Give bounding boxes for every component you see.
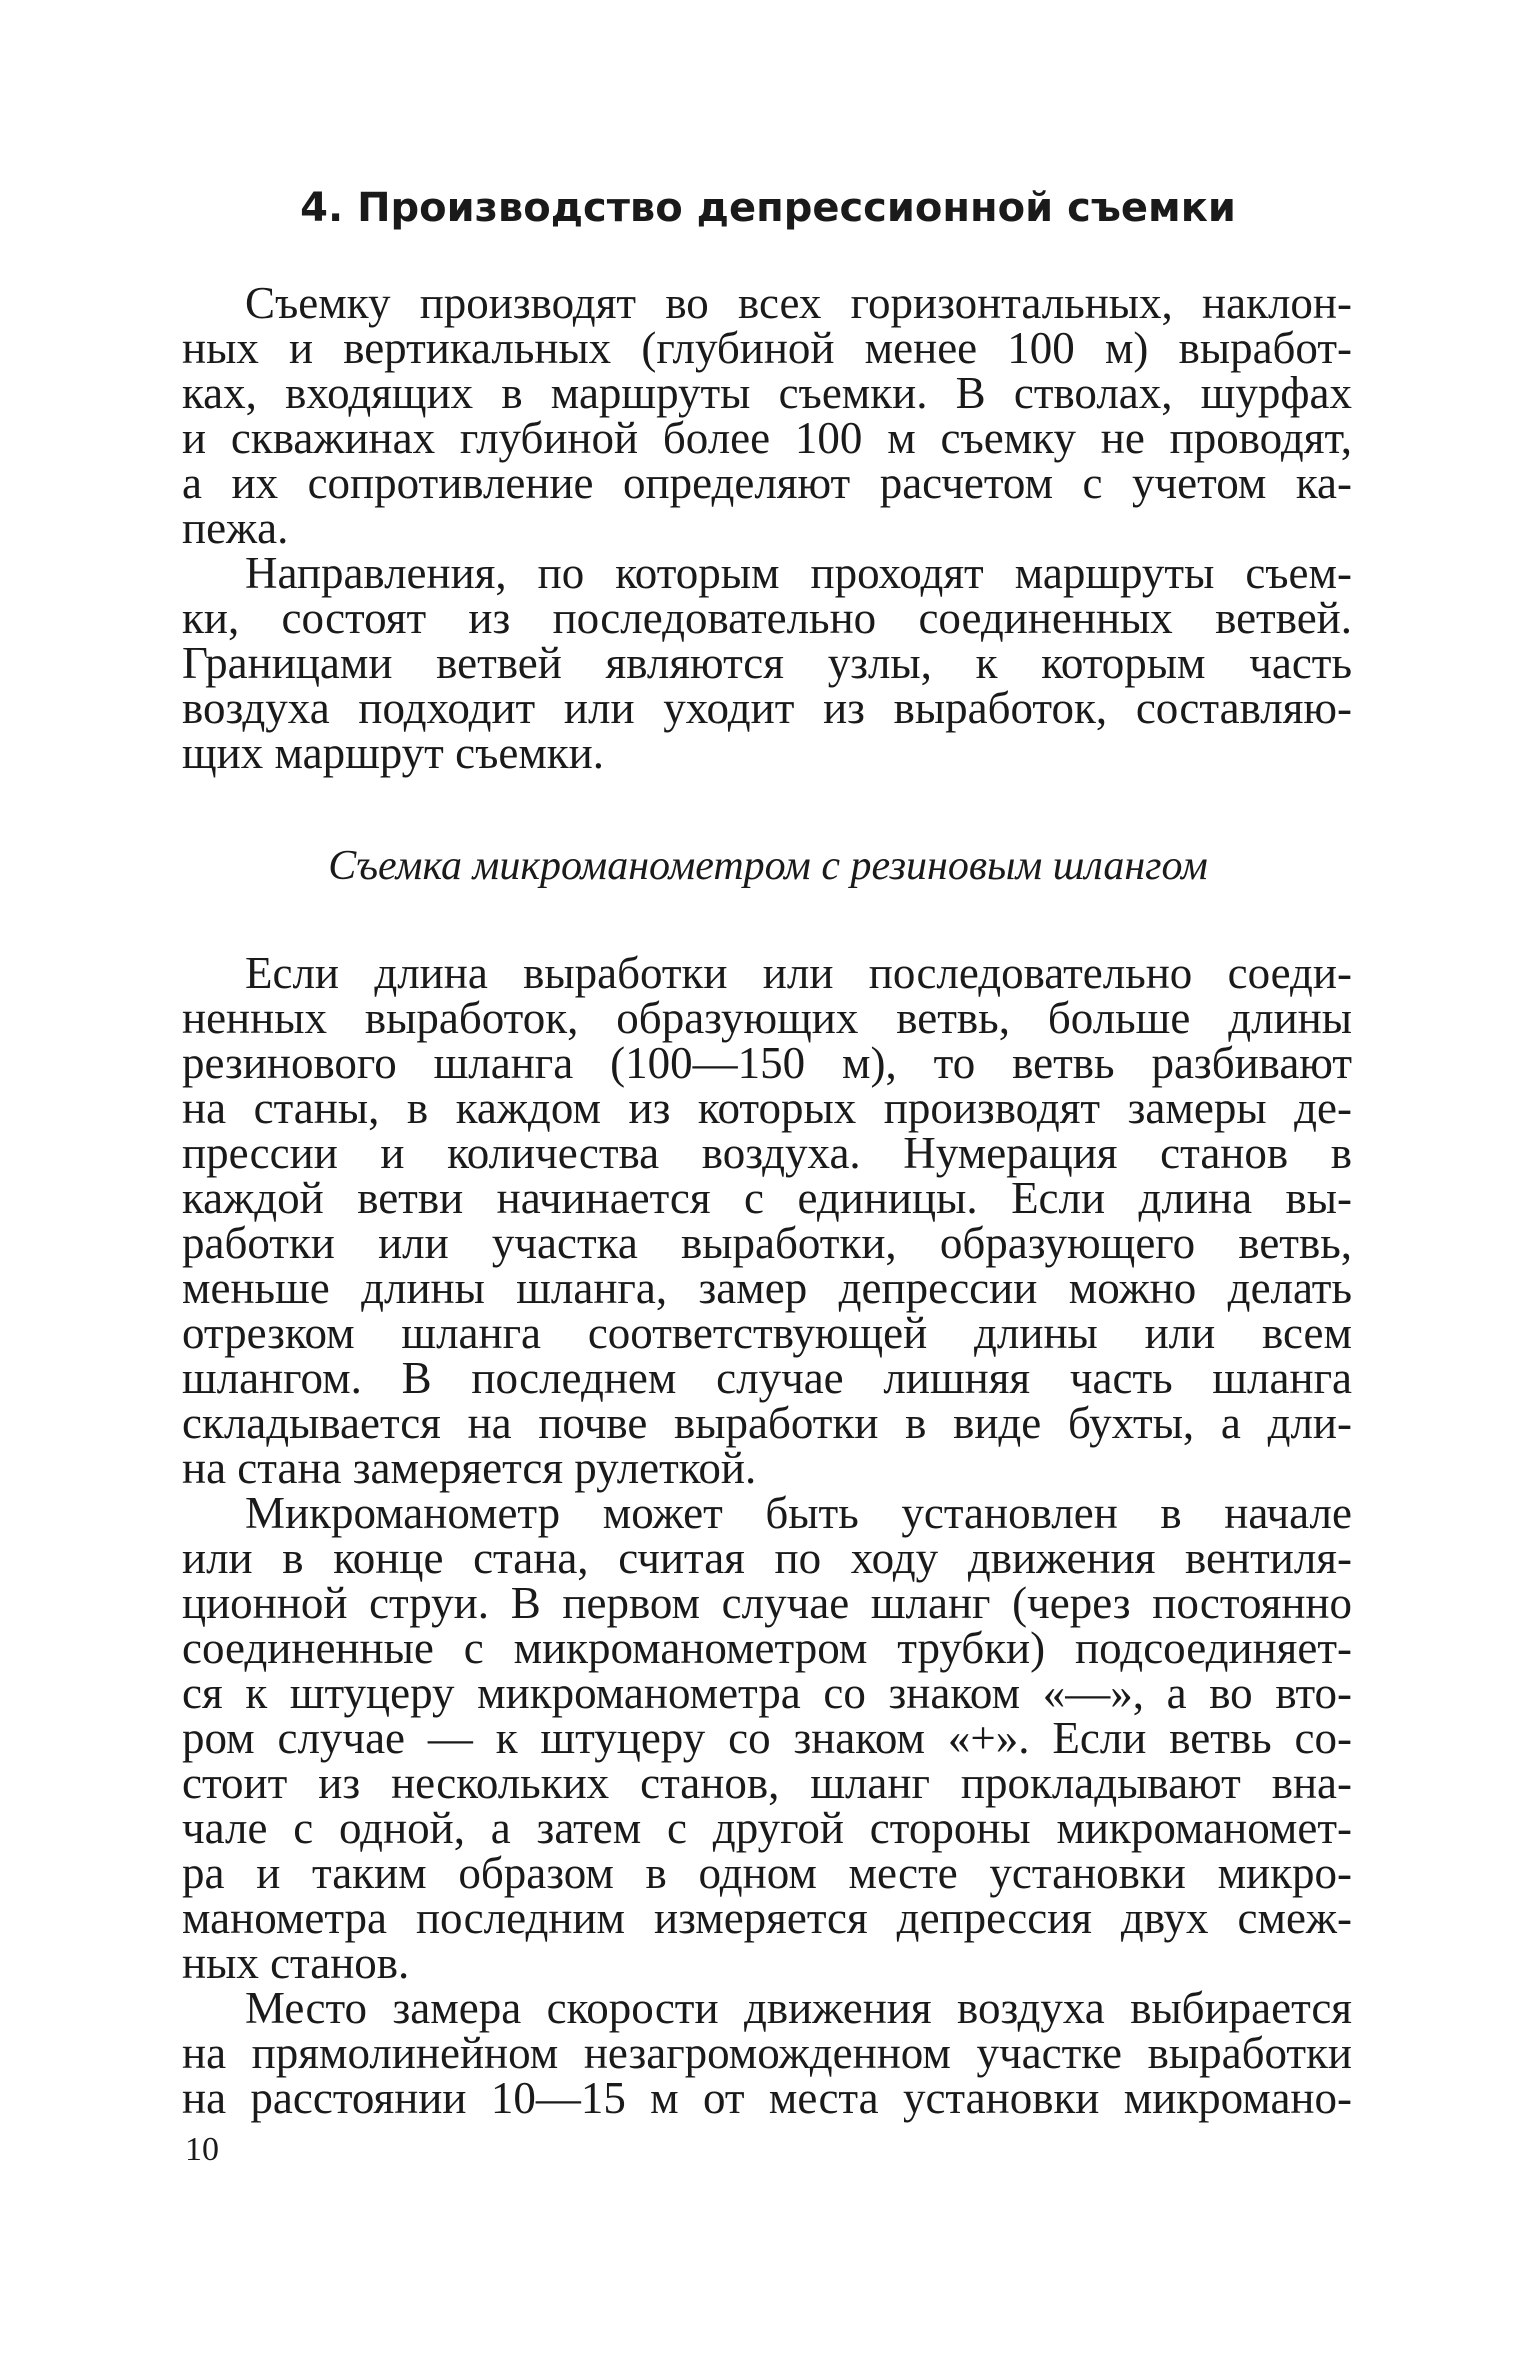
- text-line: на расстоянии 10—15 м от места установки микромано-: [182, 2073, 1352, 2123]
- page-number: 10: [185, 2131, 219, 2168]
- text-line: ционной струи. В первом случае шланг (через постоянно: [182, 1578, 1352, 1628]
- text-line: на стана замеряется рулеткой.: [182, 1443, 757, 1493]
- text-line: отрезком шланга соответствующей длины или всем: [182, 1308, 1352, 1358]
- text-line: Если длина выработки или последовательно соеди-: [245, 948, 1352, 998]
- text-line: работки или участка выработки, образующего ветвь,: [182, 1218, 1352, 1268]
- text-line: на станы, в каждом из которых производят замеры де-: [182, 1083, 1352, 1133]
- text-line: воздуха подходит или уходит из выработок, составляю-: [182, 683, 1352, 733]
- subsection-heading: Съемка микроманометром с резиновым шлангом: [328, 843, 1208, 889]
- text-line: манометра последним измеряется депрессия двух смеж-: [182, 1893, 1352, 1943]
- text-line: ся к штуцеру микроманометра со знаком «—», а во вто-: [182, 1668, 1352, 1718]
- section-heading: 4. Производство депрессионной съемки: [300, 185, 1236, 231]
- text-line: ра и таким образом в одном месте установки микро-: [182, 1848, 1352, 1898]
- text-line: щих маршрут съемки.: [182, 728, 604, 778]
- text-line: ных станов.: [182, 1938, 410, 1988]
- text-line: Границами ветвей являются узлы, к которым часть: [182, 638, 1352, 688]
- text-line: ненных выработок, образующих ветвь, больше длины: [182, 993, 1352, 1043]
- text-line: ках, входящих в маршруты съемки. В стволах, шурфах: [182, 368, 1352, 418]
- text-line: или в конце стана, считая по ходу движения вентиля-: [182, 1533, 1352, 1583]
- text-line: ром случае — к штуцеру со знаком «+». Если ветвь со-: [182, 1713, 1352, 1763]
- text-line: резинового шланга (100—150 м), то ветвь разбивают: [182, 1038, 1352, 1088]
- text-line: пежа.: [182, 503, 289, 553]
- text-line: прессии и количества воздуха. Нумерация станов в: [182, 1128, 1352, 1178]
- text-line: стоит из нескольких станов, шланг прокладывают вна-: [182, 1758, 1352, 1808]
- text-line: и скважинах глубиной более 100 м съемку не проводят,: [182, 413, 1352, 463]
- text-line: ки, состоят из последовательно соединенных ветвей.: [182, 593, 1352, 643]
- text-line: каждой ветви начинается с единицы. Если длина вы-: [182, 1173, 1352, 1223]
- text-line: меньше длины шланга, замер депрессии можно делать: [182, 1263, 1352, 1313]
- text-line: соединенные с микроманометром трубки) подсоединяет-: [182, 1623, 1352, 1673]
- text-line: чале с одной, а затем с другой стороны микроманомет-: [182, 1803, 1352, 1853]
- text-line: а их сопротивление определяют расчетом с учетом ка-: [182, 458, 1352, 508]
- text-line: шлангом. В последнем случае лишняя часть шланга: [182, 1353, 1352, 1403]
- text-line: Микроманометр может быть установлен в начале: [245, 1488, 1352, 1538]
- text-line: Съемку производят во всех горизонтальных, наклон-: [245, 278, 1352, 328]
- text-line: ных и вертикальных (глубиной менее 100 м) выработ-: [182, 323, 1352, 373]
- text-line: на прямолинейном незагроможденном участке выработки: [182, 2028, 1352, 2078]
- text-line: складывается на почве выработки в виде бухты, а дли-: [182, 1398, 1352, 1448]
- text-line: Место замера скорости движения воздуха выбирается: [245, 1983, 1352, 2033]
- text-line: Направления, по которым проходят маршруты съем-: [245, 548, 1352, 598]
